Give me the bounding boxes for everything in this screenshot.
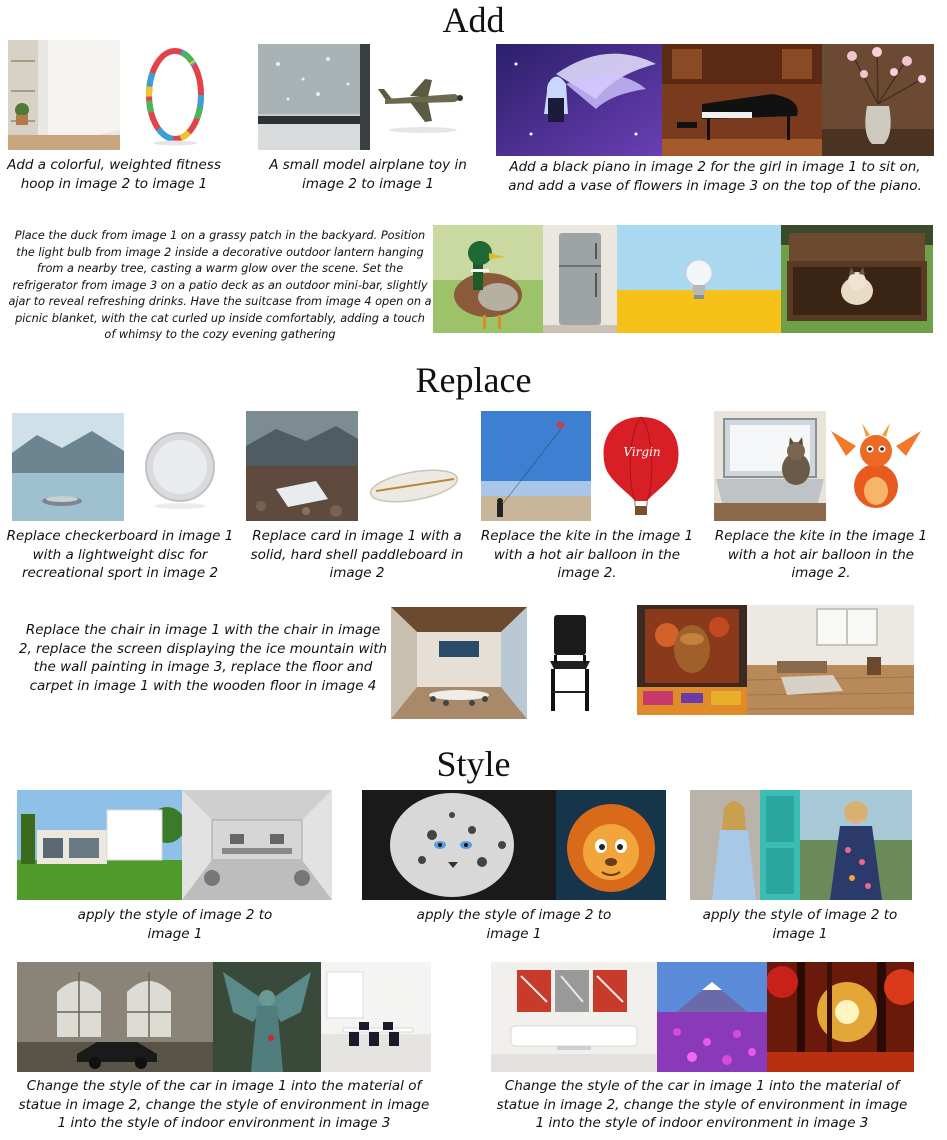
add-caption-4: Place the duck from image 1 on a grassy patch in the backyard. Position the light bulb from image 2 inside a decorative outdoor lantern hanging from a nearby tree, casting a warm glow over the scene. Set the refrigerator from image 3 on a patio deck as an outdoor mini-bar, slightly ajar to reveal refreshing drinks. Have the suitcase from image 4 open on a picnic blanket, with the cat curled up inside comfortably, adding a touch of whimsy to the cozy evening gathering (8, 229, 432, 341)
light-bulb-image (617, 225, 781, 333)
replace-caption-5: Replace the chair in image 1 with the chair in image 2, replace the screen displaying the ice mountain with the wall painting in image 3, replace the floor and carpet in image 1 with the wooden floor in image 4 (18, 622, 388, 694)
white-dining-room-image (321, 962, 431, 1072)
add-caption-3: Add a black piano in image 2 for the girl in image 1 to sit on, and add a vase of flowers in image 3 on the top of the piano. (508, 159, 922, 194)
hot-air-balloon-image (591, 411, 691, 521)
add-caption-2: A small model airplane toy in image 2 to image 1 (269, 157, 467, 192)
section-title-add: Add (442, 0, 505, 40)
replace-caption-3: Replace the kite in the image 1 with a hot air balloon in the image 2. (480, 528, 694, 581)
snow-leopard-image (362, 790, 556, 900)
flower-field-mountain-image (657, 962, 767, 1072)
replace-caption-2: Replace card in image 1 with a solid, hard shell paddleboard in image 2 (250, 528, 464, 581)
lake-checkerboard-image (12, 413, 124, 521)
woman-dress-image (800, 790, 912, 900)
dragon-image (826, 411, 926, 521)
flower-vase-image (822, 44, 934, 156)
replace-caption-1: Replace checkerboard in image 1 with a lightweight disc for recreational sport in image 2 (6, 528, 234, 581)
style-caption-5: Change the style of the car in image 1 into the material of statue in image 2, change the style of environment in image 1 into the style of indoor environment in image 3 (496, 1078, 908, 1131)
beach-kite-image (481, 411, 591, 521)
disc-image (124, 413, 232, 521)
style-caption-3: apply the style of image 2 to image 1 (702, 907, 898, 942)
lake-card-image (246, 411, 358, 521)
autumn-forest-image (767, 962, 914, 1072)
office-sketch-image (182, 790, 332, 900)
section-title-style: Style (436, 744, 511, 784)
laptop-cat-image (714, 411, 826, 521)
angel-statue-image (213, 962, 321, 1072)
refrigerator-image (543, 225, 617, 333)
style-caption-1: apply the style of image 2 to image 1 (77, 907, 273, 942)
anime-girl-image (496, 44, 662, 156)
fitness-hoop-image (123, 40, 227, 150)
woman-door-image (690, 790, 800, 900)
replace-caption-4: Replace the kite in the image 1 with a hot air balloon in the image 2. (714, 528, 928, 581)
factory-car-image (17, 962, 213, 1072)
conference-room-image (391, 607, 527, 719)
buddha-painting-image (637, 605, 747, 715)
cartoon-lion-image (556, 790, 666, 900)
section-title-replace: Replace (415, 360, 532, 400)
room-image (8, 40, 120, 150)
add-caption-1: Add a colorful, weighted fitness hoop in image 2 to image 1 (7, 157, 221, 192)
balloon-logo-text: Virgin (623, 445, 661, 459)
chair-image (538, 607, 602, 717)
paddleboard-image (358, 411, 470, 521)
model-airplane-image (370, 44, 476, 150)
modern-house-image (17, 790, 182, 900)
style-caption-4: Change the style of the car in image 1 into the material of statue in image 2, change the style of environment in image 1 into the style of indoor environment in image 3 (18, 1078, 430, 1131)
window-image (258, 44, 370, 150)
suitcase-cat-image (781, 225, 933, 333)
style-caption-2: apply the style of image 2 to image 1 (416, 907, 612, 942)
living-room-art-image (491, 962, 657, 1072)
wooden-floor-room-image (747, 605, 914, 715)
duck-image (433, 225, 543, 333)
piano-image (662, 44, 822, 156)
